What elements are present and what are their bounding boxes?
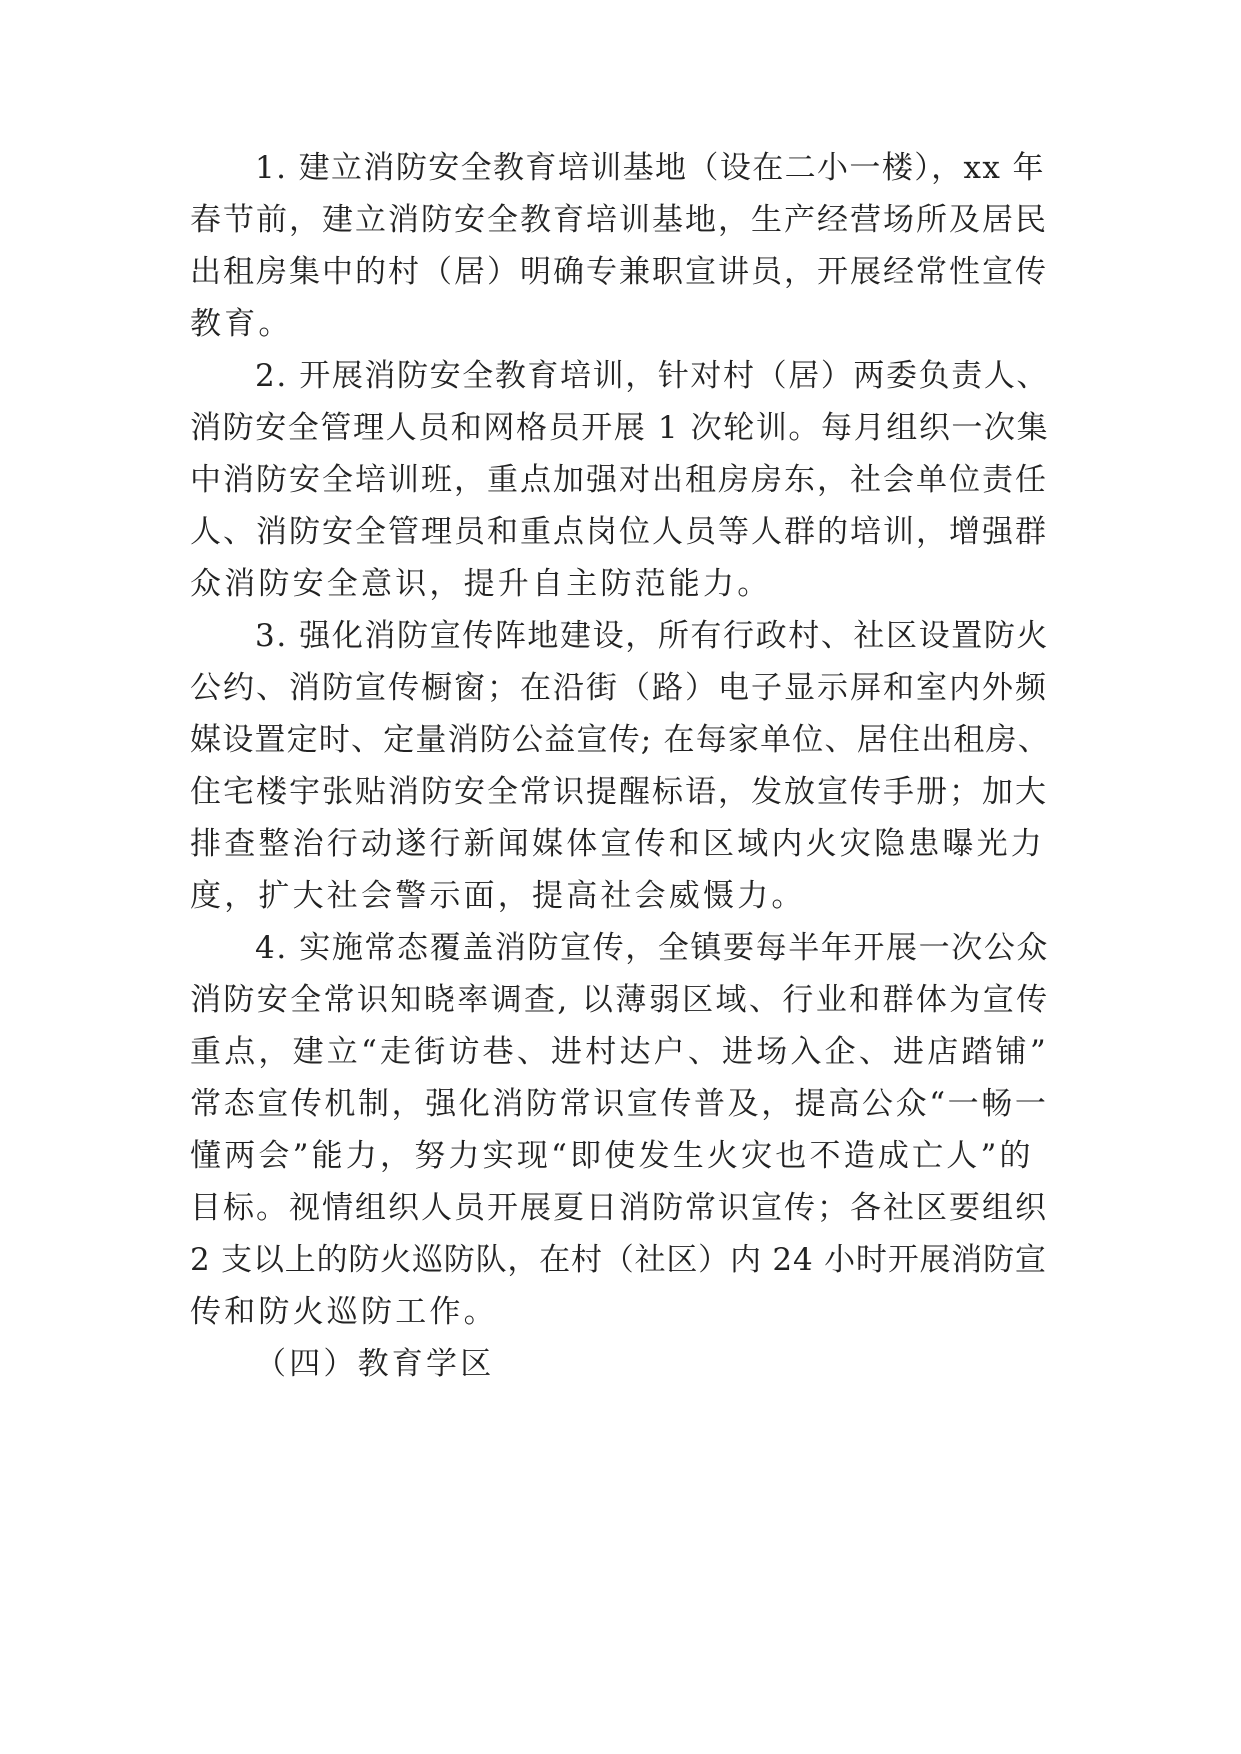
- paragraph-1-line-1: 1. 建立消防安全教育培训基地（设在二小一楼），xx 年: [255, 150, 1045, 186]
- paragraph-1-line-4: 教育。: [190, 306, 293, 342]
- paragraph-2-line-4: 人、消防安全管理员和重点岗位人员等人群的培训，增强群: [190, 514, 1048, 550]
- paragraph-4-line-1: 4. 实施常态覆盖消防宣传，全镇要每半年开展一次公众: [255, 930, 1050, 966]
- paragraph-2-line-2: 消防安全管理人员和网格员开展 1 次轮训。每月组织一次集: [190, 410, 1050, 446]
- paragraph-3-line-4: 住宅楼宇张贴消防安全常识提醒标语，发放宣传手册；加大: [190, 774, 1048, 810]
- paragraph-3-line-2: 公约、消防宣传橱窗；在沿街（路）电子显示屏和室内外频: [190, 670, 1048, 706]
- paragraph-3-line-6: 度，扩大社会警示面，提高社会威慑力。: [190, 878, 806, 914]
- paragraph-2-line-5: 众消防安全意识，提升自主防范能力。: [190, 566, 772, 602]
- paragraph-4-line-2: 消防安全常识知晓率调查, 以薄弱区域、行业和群体为宣传: [190, 982, 1050, 1018]
- paragraph-4-line-5: 懂两会”能力，努力实现“即使发生火灾也不造成亡人”的: [190, 1138, 1034, 1174]
- paragraph-3-line-1: 3. 强化消防宣传阵地建设，所有行政村、社区设置防火: [255, 618, 1050, 654]
- paragraph-4-line-3: 重点，建立“走街访巷、进村达户、进场入企、进店踏铺”: [190, 1034, 1049, 1070]
- paragraph-1-line-2: 春节前，建立消防安全教育培训基地，生产经营场所及居民: [190, 202, 1048, 238]
- paragraph-2-line-1: 2. 开展消防安全教育培训，针对村（居）两委负责人、: [255, 358, 1050, 394]
- section-heading-education-district: （四）教育学区: [255, 1346, 495, 1382]
- paragraph-2-line-3: 中消防安全培训班，重点加强对出租房房东，社会单位责任: [190, 462, 1048, 498]
- paragraph-4-line-8: 传和防火巡防工作。: [190, 1294, 498, 1330]
- paragraph-3-line-5: 排查整治行动遂行新闻媒体宣传和区域内火灾隐患曝光力: [190, 826, 1045, 862]
- paragraph-4-line-4: 常态宣传机制，强化消防常识宣传普及，提高公众“一畅一: [190, 1086, 1049, 1122]
- paragraph-4-line-6: 目标。视情组织人员开展夏日消防常识宣传；各社区要组织: [190, 1190, 1048, 1226]
- paragraph-4-line-7: 2 支以上的防火巡防队，在村（社区）内 24 小时开展消防宣: [190, 1242, 1047, 1278]
- paragraph-3-line-3: 媒设置定时、定量消防公益宣传; 在每家单位、居住出租房、: [190, 722, 1050, 758]
- paragraph-1-line-3: 出租房集中的村（居）明确专兼职宣讲员，开展经常性宣传: [190, 254, 1048, 290]
